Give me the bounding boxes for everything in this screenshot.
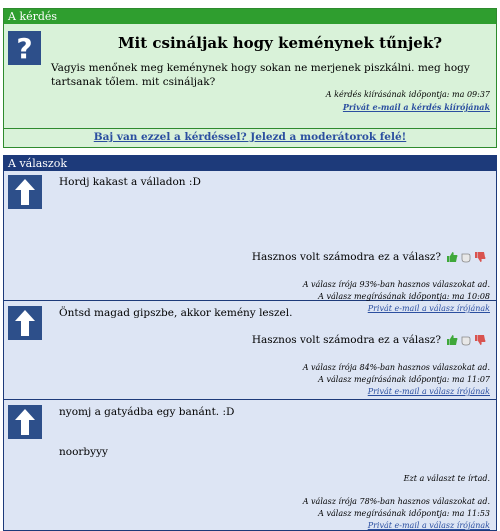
usefulness-vote	[252, 334, 486, 346]
report-question-link[interactable]: Baj van ezzel a kérdéssel? Jelezd a moderátorok felé!	[93, 131, 407, 143]
up-arrow-icon	[8, 175, 42, 209]
answers-section-header: A válaszok	[4, 156, 496, 171]
usefulness-question: Hasznos volt számodra ez a válasz?	[251, 251, 441, 263]
answer-posted-time: A válasz megírásának időpontja: ma 11:53	[318, 509, 490, 518]
answer-author-stats: A válasz írója 84%-ban hasznos válaszokat ad.	[302, 363, 490, 372]
question-mark-icon: ?	[8, 31, 41, 65]
usefulness-question: Hasznos volt számodra ez a válasz?	[251, 334, 441, 346]
answer-text: nyomj a gatyádba egy banánt. :D	[59, 406, 235, 418]
hand-neutral-icon[interactable]	[460, 251, 472, 263]
answer-posted-time: A válasz megírásának időpontja: ma 11:07	[318, 375, 490, 384]
thumb-up-icon[interactable]	[446, 251, 458, 263]
question-meta	[326, 88, 490, 114]
question-body	[4, 24, 496, 129]
answer-item	[4, 302, 496, 400]
answer-extra-text: noorbyyy	[59, 446, 108, 458]
usefulness-vote	[252, 251, 486, 263]
answer-posted-time: A válasz megírásának időpontja: ma 10:08	[318, 292, 490, 301]
answer-private-email-link[interactable]: Privát e-mail a válasz írójának	[367, 387, 490, 396]
answer-private-email-link[interactable]: Privát e-mail a válasz írójának	[367, 304, 490, 313]
up-arrow-icon	[8, 306, 42, 340]
up-arrow-icon	[8, 405, 42, 439]
answer-item	[4, 401, 496, 531]
answer-author-stats: A válasz írója 78%-ban hasznos válaszokat ad.	[302, 497, 490, 506]
question-title: Mit csináljak hogy keménynek tűnjek?	[117, 34, 443, 52]
answer-text: Öntsd magad gipszbe, akkor kemény leszel.	[59, 307, 293, 319]
own-answer-note: Ezt a választ te írtad.	[403, 474, 490, 483]
question-private-email-link[interactable]: Privát e-mail a kérdés kiírójának	[342, 102, 490, 112]
answers-section	[3, 155, 497, 531]
answer-text: Hordj kakast a válladon :D	[59, 176, 201, 188]
question-posted-time: A kérdés kiírásának időpontja: ma 09:37	[325, 90, 490, 99]
answer-meta	[303, 496, 490, 531]
thumb-down-icon[interactable]	[474, 334, 486, 346]
answer-private-email-link[interactable]: Privát e-mail a válasz írójának	[367, 521, 490, 530]
thumb-up-icon[interactable]	[446, 334, 458, 346]
thumb-down-icon[interactable]	[474, 251, 486, 263]
question-text: Vagyis menőnek meg keménynek hogy sokan ne merjenek piszkálni. meg hogy tartsanak tőlem. mit csináljak?	[51, 62, 470, 88]
answer-author-stats: A válasz írója 93%-ban hasznos válaszokat ad.	[302, 280, 490, 289]
answer-meta	[303, 362, 490, 398]
hand-neutral-icon[interactable]	[460, 334, 472, 346]
question-section	[3, 8, 497, 148]
question-section-header: A kérdés	[4, 9, 496, 24]
